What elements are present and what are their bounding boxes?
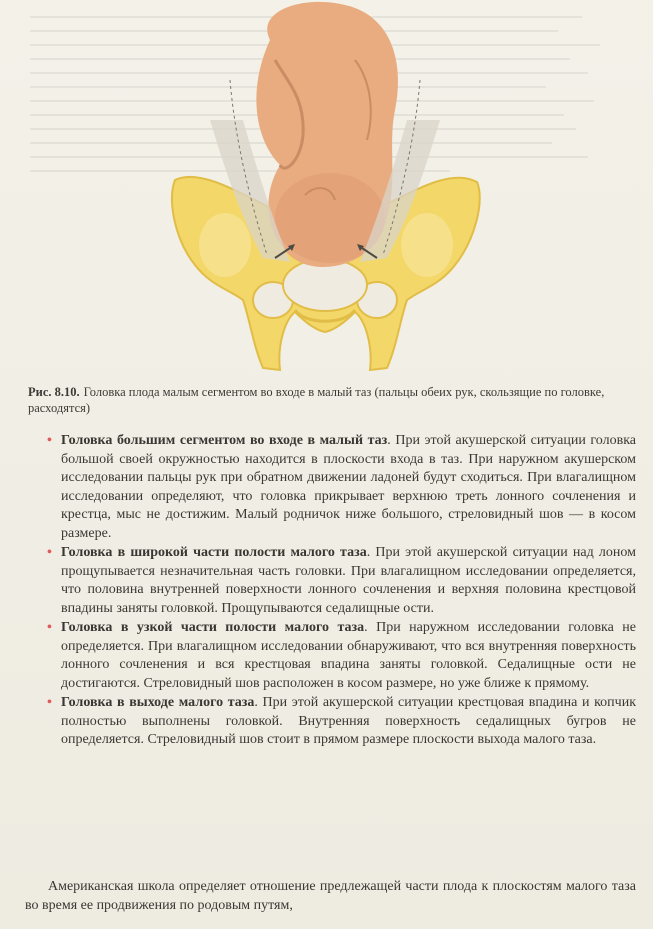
list-item-text: . При этой акушерской ситуации крестцовая впадина и копчик полностью выполнены головкой. Внутренняя поверхность седалищных бугров не определяется. Стреловидный шов стоит в прямом размере плоскости выхода малого таза. (61, 695, 636, 747)
bullet-list (44, 432, 636, 751)
bullet-dot-icon: • (47, 545, 52, 560)
list-item (44, 432, 636, 543)
list-item-text: . При наружном исследовании головка не определяется. При влагалищном исследовании обнаруживают, что вся внутренняя поверхность лонного сочленения и вся крестцовая впадина заняты головкой. Седалищные ости не достигаются. Стреловидный шов расположен в косом размере, но уже ближе к прямому. (61, 620, 636, 691)
figure-caption-text: Головка плода малым сегментом во входе в малый таз (пальцы обеих рук, скользящие по головке, расходятся) (28, 385, 605, 415)
list-item (44, 544, 636, 618)
bullet-dot-icon: • (47, 695, 52, 710)
list-item-text: . При этой акушерской ситуации головка большой своей окружностью находится в плоскости входа в таз. При наружном акушерском исследовании пальцы рук при обратном движении ладоней будут сходиться. При влагалищном исследовании определяют, что головка прикрывает верхнюю треть лонного сочленения и крестца, мыс не достижим. Малый родничок ниже большого, стреловидный шов — в косом размере. (61, 433, 636, 541)
fetal-head-illustration (155, 0, 495, 372)
list-item (44, 694, 636, 750)
figure-caption (28, 384, 633, 416)
list-item-heading: Головка большим сегментом во входе в малый таз (61, 433, 388, 448)
body-paragraph: Американская школа определяет отношение предлежащей части плода к плоскостям малого таза во время ее продвижения по родовым путям, (25, 879, 636, 913)
bullet-dot-icon: • (47, 620, 52, 635)
bullet-dot-icon: • (47, 433, 52, 448)
list-item-text: . При этой акушерской ситуации над лоном прощупывается незначительная часть головки. При влагалищном исследовании определяется, что половина внутренней поверхности лонного сочленения и верхняя половина крестцовой впадины заняты головкой. Прощупываются седалищные ости. (61, 545, 636, 616)
list-item-heading: Головка в широкой части полости малого таза (61, 545, 367, 560)
figure-label: Рис. 8.10. (28, 385, 80, 399)
list-item-heading: Головка в узкой части полости малого таза (61, 620, 365, 635)
list-item-heading: Головка в выходе малого таза (61, 695, 255, 710)
list-item (44, 619, 636, 693)
